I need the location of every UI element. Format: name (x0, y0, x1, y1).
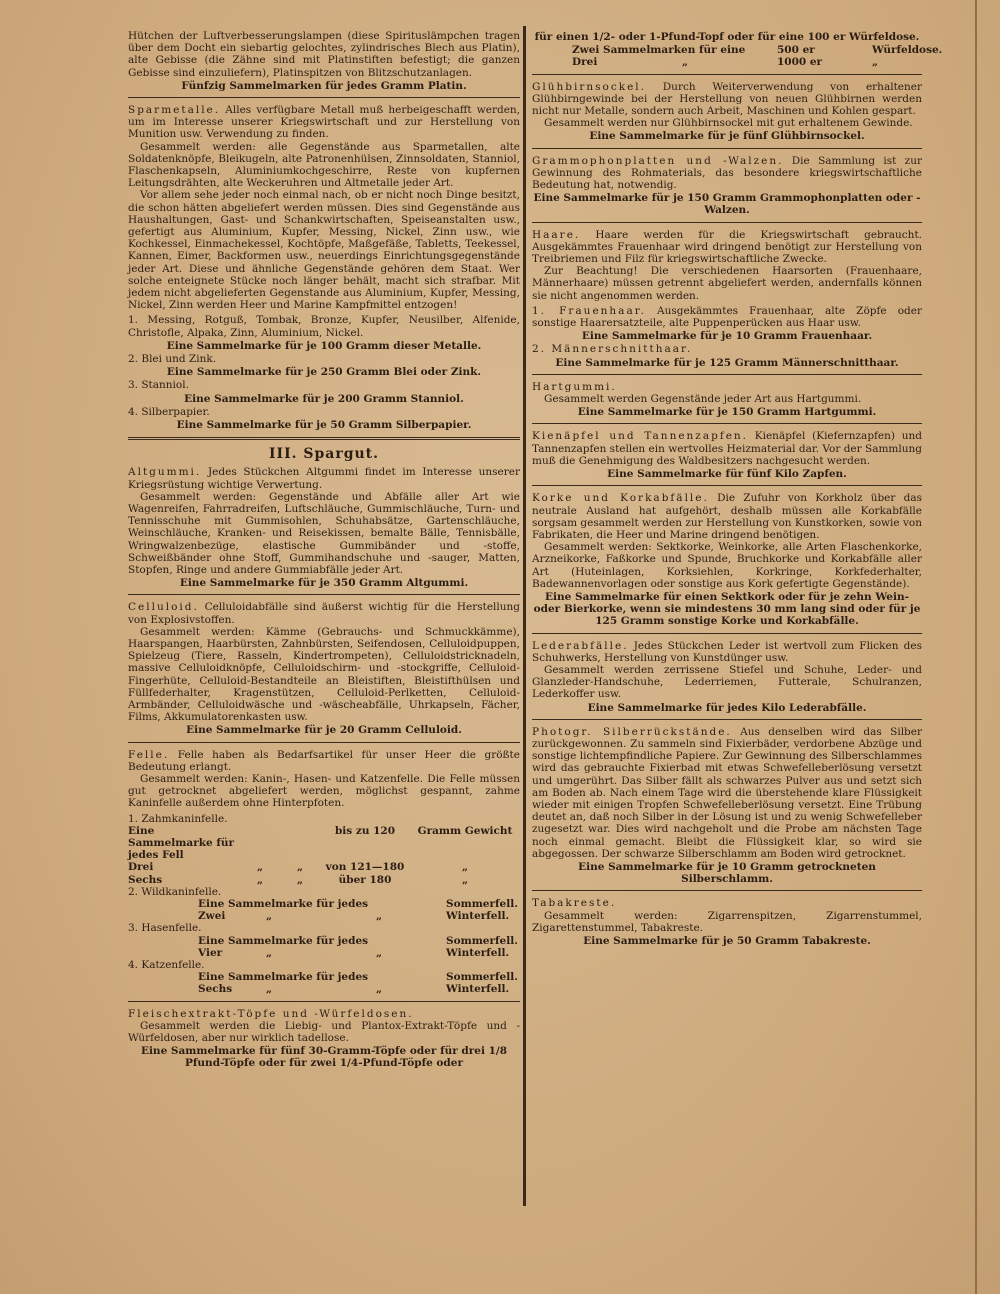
rule (128, 1001, 520, 1002)
rule (128, 97, 520, 98)
fleisch-row (572, 56, 922, 68)
hartgummi-mark: Eine Sammelmarke für je 150 Gramm Hartgummi. (577, 406, 877, 419)
cell: „ (296, 861, 304, 874)
grammophon-heading: Grammophonplatten und -Walzen. (532, 154, 784, 167)
gluehbirn-intro (532, 81, 922, 118)
cell: „ (376, 983, 383, 996)
tabak-heading: Tabakreste. (532, 897, 617, 910)
felle-row (128, 861, 520, 873)
cell: „ (256, 873, 264, 886)
altgummi-p2: Gesammelt werden: Gegenstände und Abfälle aller Art wie Wagenreifen, Fahrradreifen, Luftschläuche, Gummischläuche, Turn- und Tennisschuhe mit Gummisohlen, Schuhabsätze, Gartenschläuche, Weinschläuche, Kranken- und Reisekissen, bemalte Bälle, Tennisbälle, Wringwalzenbezüge, elastische Gummibänder und -stoffe, Schweißbänder ohne Stoff, Gummihandschuhe und -sauger, Matten, Stopfen, Ringe und andere Gummiabfälle jeder Art. (128, 490, 520, 576)
cell: Winterfell. (446, 983, 510, 996)
rule (532, 222, 922, 223)
rule (532, 423, 922, 424)
haare-item-2: 2. Männerschnitthaar. (532, 343, 693, 356)
cell: Gramm Gewicht (417, 824, 513, 837)
felle-row (198, 947, 520, 959)
felle-item-1: 1. Zahmkaninfelle. (128, 812, 228, 825)
kienaepfel-heading: Kienäpfel und Tannenzapfen. (532, 430, 749, 443)
section-heading: III. Spargut. (268, 446, 380, 463)
cell: „ (296, 873, 304, 886)
felle-row (198, 983, 520, 995)
felle-heading: Felle. (128, 748, 170, 761)
rule (128, 742, 520, 743)
cell: „ (266, 983, 273, 996)
leder-heading: Lederabfälle. (532, 639, 629, 652)
cell: Eine Sammelmarke für jedes Fell (128, 824, 235, 862)
sparmetalle-mark-4: Eine Sammelmarke für je 50 Gramm Silberpapier. (176, 419, 472, 432)
sparmetalle-mark-1: Eine Sammelmarke für je 100 Gramm dieser Metalle. (166, 339, 482, 352)
celluloid-intro (128, 601, 520, 625)
hartgummi-heading: Hartgummi. (532, 380, 617, 393)
sparmetalle-item-4: 4. Silberpapier. (128, 405, 210, 418)
felle-intro (128, 749, 520, 773)
leder-p1: Jedes Stückchen Leder ist wertvoll zum Flicken des Schuhwerks, Herstellung von Kunstdünger usw. (532, 639, 922, 664)
leder-p2: Gesammelt werden zerrissene Stiefel und Schuhe, Leder- und Glanzleder-Handschuhe, Lederriemen, Futterale, Schulranzen, Lederkoffer usw. (532, 663, 922, 701)
cell: „ (266, 910, 273, 923)
rule (532, 148, 922, 149)
felle-p2: Gesammelt werden: Kanin-, Hasen- und Katzenfelle. Die Felle müssen gut getrocknet abgeliefert werden, möglichst gespannt, zahme Kaninfelle außerdem ohne Hinterpfoten. (128, 772, 520, 810)
cell: „ (376, 910, 383, 923)
kienaepfel-intro (532, 430, 922, 467)
platin-text: Hütchen der Luftverbesserungslampen (diese Spirituslämpchen tragen über dem Docht ein siebartig gelochtes, zylindrisches Blech aus Platin), alte Gebisse (die Zähne sind mit Platinstiften befestigt; die ganzen Gebisse sind einzuliefern), Platinspitzen von Blitzschutzanlagen. (128, 30, 520, 79)
felle-row (128, 874, 520, 886)
sparmetalle-item-3: 3. Stanniol. (128, 379, 189, 392)
cell: über 180 (338, 873, 392, 886)
cell: Drei (128, 861, 154, 874)
section-rule (128, 437, 520, 440)
korke-p1: Die Zufuhr von Korkholz über das neutrale Ausland hat aufgehört, deshalb müssen alle Korkabfälle sorgsam gesammelt werden zur Herstellung von Kunstkorken, sowie von Fabrikaten, die Heer und Marine dringend benötigen. (532, 492, 923, 541)
cell: Sechs (198, 983, 233, 996)
felle-row (198, 971, 520, 983)
rule (532, 74, 922, 75)
fleisch-heading: Fleischextrakt-Töpfe und -Würfeldosen. (128, 1007, 414, 1020)
cell (376, 971, 446, 983)
cell: Winterfell. (446, 946, 510, 959)
grammophon-mark: Eine Sammelmarke für je 150 Gramm Grammophonplatten oder -Walzen. (533, 192, 921, 217)
haare-heading: Haare. (532, 228, 581, 241)
cell: 500 er (777, 44, 815, 57)
korke-mark: Eine Sammelmarke für einen Sektkork oder für je zehn Wein- oder Bierkorke, wenn sie mindestens 30 mm lang sind oder für je 125 Gramm sonstige Korke und Korkabfälle. (533, 590, 921, 628)
haare-item-1-label: 1. Frauenhaar. (532, 304, 646, 317)
cell: von 121—180 (325, 861, 405, 874)
felle-row (198, 935, 520, 947)
fleisch-p1: Gesammelt werden die Liebig- und Plantox-Extrakt-Töpfe und -Würfeldosen, aber nur wirklich tadellose. (128, 1019, 520, 1045)
fleisch-mark: Eine Sammelmarke für fünf 30-Gramm-Töpfe oder für drei 1/8 Pfund-Töpfe oder für zwei 1/4-Pfund-Töpfe oder (140, 1045, 508, 1070)
cell: Eine Sammelmarke für jedes (198, 898, 369, 910)
sparmetalle-p3: Vor allem sehe jeder noch einmal nach, ob er nicht noch Dinge besitzt, die schon hätten abgeliefert werden müssen. Dies sind Gegenstände aus Haushaltungen, Gast- und Schankwirtschaften, Speiseanstalten usw., gefertigt aus Aluminium, Kupfer, Messing, Nickel, Zinn usw., wie Kochkessel, Einmachekessel, Kochtöpfe, Maßgefäße, Tabletts, Teekessel, Kannen, Eimer, Backformen usw., neuerdings Einrichtungsgegenstände jeder Art. Diese und ähnliche Gegenstände gehören dem Staat. Wer solche enteignete Stücke noch länger behält, macht sich strafbar. Mit jedem nicht abgelieferten Gegenstande aus Aluminium, Kupfer, Messing, Nickel, Zinn werden Heer und Marine Kampfmittel entzogen! (128, 189, 520, 312)
sparmetalle-p1: Alles verfügbare Metall muß herbeigeschafft werden, um im Interesse unserer Kriegswirtschaft und zur Herstellung von Munition usw. Verwendung zu finden. (128, 104, 521, 141)
left-column (128, 30, 520, 1071)
page-edge (975, 0, 977, 1294)
sparmetalle-mark-3: Eine Sammelmarke für je 200 Gramm Stanniol. (184, 392, 464, 405)
cell: Zwei (198, 910, 226, 923)
fleisch-mark-cont: für einen 1/2- oder 1-Pfund-Topf oder für eine 100 er Würfeldose. (534, 31, 920, 43)
korke-heading: Korke und Korkabfälle. (532, 492, 709, 505)
photogr-heading: Photogr. Silberrückstände. (532, 725, 732, 738)
leder-mark: Eine Sammelmarke für jedes Kilo Lederabfälle. (587, 701, 867, 714)
cell: Winterfell. (446, 910, 510, 923)
cell: Sechs (128, 873, 163, 886)
rule (532, 485, 922, 486)
celluloid-p1: Celluloidabfälle sind äußerst wichtig für die Herstellung von Explosivstoffen. (128, 601, 520, 626)
cell (240, 825, 280, 862)
altgummi-heading: Altgummi. (128, 466, 202, 479)
fleisch-row (572, 44, 943, 57)
cell: Eine Sammelmarke für jedes (198, 971, 369, 984)
celluloid-p2: Gesammelt werden: Kämme (Gebrauchs- und Schmuckkämme), Haarspangen, Haarbürsten, Zahnbürsten, Seifendosen, Celluloidpuppen, Spielzeug (Tiere, Rasseln, Kindertrompeten), Celluloidstricknadeln, massive Celluloidknöpfe, Celluloidschirm- und -stockgriffe, Celluloid-Fingerhüte, Celluloid-Bestandteile an Bleistiften, Bleistifthülsen und Füllfederhalter, Kragenstützen, Celluloid-Perlketten, Celluloid-Armbänder, Celluloidwäsche und -wäscheabfälle, Uhrkapseln, Fächer, Films, Akkumulatorenkasten usw. (128, 625, 520, 724)
gluehbirn-p2: Gesammelt werden nur Glühbirnsockel mit gut erhaltenem Gewinde. (544, 117, 913, 130)
gluehbirn-heading: Glühbirnsockel. (532, 80, 646, 93)
cell: Eine Sammelmarke für jedes (198, 934, 369, 947)
cell (376, 935, 446, 947)
grammophon-intro (532, 155, 922, 192)
cell (376, 898, 446, 910)
cell: Sommerfell. (446, 971, 518, 984)
cell: Würfeldose. (872, 44, 943, 57)
sparmetalle-item-1: 1. Messing, Rotguß, Tombak, Bronze, Kupfer, Neusilber, Alfenide, Christofle, Alpaka, Zinn, Aluminium, Nickel. (128, 314, 520, 339)
altgummi-p1: Jedes Stückchen Altgummi findet im Interesse unserer Kriegsrüstung wichtige Verwertung. (128, 466, 520, 491)
hartgummi-p1: Gesammelt werden Gegenstände jeder Art aus Hartgummi. (544, 393, 862, 406)
haare-mark-2: Eine Sammelmarke für je 125 Gramm Männerschnitthaar. (555, 356, 899, 369)
rule (532, 890, 922, 891)
sparmetalle-mark-2: Eine Sammelmarke für je 250 Gramm Blei oder Zink. (166, 366, 482, 379)
altgummi-intro (128, 466, 520, 490)
column-divider (523, 26, 526, 1206)
cell: Vier (198, 946, 223, 959)
photogr-p1: Aus denselben wird das Silber zurückgewonnen. Zu sammeln sind Fixierbäder, verdorbene Abzüge und sonstige lichtempfindliche Papiere. Zur Gewinnung des Silberschlammes wird das gebrauchte Fixierbad mit etwas Schwefelleberlösung versetzt und umgerührt. Das Silber fällt als schwarzes Pulver aus und setzt sich am Boden ab. Nach einem Tage wird die überstehende klare Flüssigkeit wieder mit einigen Tropfen Schwefelleberlösung versetzt. Eine Trübung deutet an, daß noch Silber in der Lösung ist und zu wenig Schwefelleber zugesetzt war. Dies wird nachgeholt und die Probe am nächsten Tage noch einmal gemacht. Bleibt die Flüssigkeit klar, so wird sie abgegossen. Der schwarze Silberschlamm am Boden wird getrocknet. (532, 725, 923, 860)
korke-p2: Gesammelt werden: Sektkorke, Weinkorke, alle Arten Flaschenkorke, Arzneikorke, Faßkorke und Spunde, Bruchkorke und Korkabfälle aller Art (Huteinlagen, Korksiehlen, Korkringe, Korkfederhalter, Badewannenvorlagen oder sonstige aus Kork gefertigte Gegenstände). (532, 541, 922, 590)
rule (532, 633, 922, 634)
tabak-mark: Eine Sammelmarke für je 50 Gramm Tabakreste. (583, 935, 871, 947)
grammophon-p1: Die Sammlung ist zur Gewinnung des Rohmaterials, das besondere kriegswirtschaftliche Bedeutung hat, notwendig. (532, 154, 922, 192)
cell: „ (266, 946, 273, 959)
felle-row (198, 898, 520, 910)
gluehbirn-p1: Durch Weiterverwendung von erhaltener Glühbirngewinde bei der Herstellung von neuen Glühbirnen werden nicht nur Metalle, sondern auch Arbeit, Maschinen und Kohlen gespart. (532, 80, 922, 118)
cell: bis zu 120 (334, 824, 396, 837)
korke-intro (532, 492, 922, 541)
sparmetalle-heading: Sparmetalle. (128, 104, 221, 117)
photogr-mark: Eine Sammelmarke für je 10 Gramm getrockneten Silberschlamm. (578, 860, 876, 886)
cell: Zwei Sammelmarken für eine (572, 44, 746, 57)
felle-row (128, 825, 520, 862)
gluehbirn-mark: Eine Sammelmarke für je fünf Glühbirnsockel. (589, 130, 865, 143)
haare-item-1-text: Ausgekämmtes Frauenhaar, alte Zöpfe oder sonstige Haarersatzteile, alte Puppenperücken aus Haar usw. (532, 304, 922, 330)
felle-item-3: 3. Hasenfelle. (128, 922, 202, 935)
celluloid-mark: Eine Sammelmarke für je 20 Gramm Celluloid. (186, 724, 462, 737)
cell: Sommerfell. (446, 898, 518, 910)
tabak-p1: Gesammelt werden: Zigarrenspitzen, Zigarrenstummel, Zigarettenstummel, Tabakreste. (532, 909, 922, 934)
sparmetalle-p2: Gesammelt werden: alle Gegenstände aus Sparmetallen, alte Soldatenknöpfe, Bleikugeln, alte Patronenhülsen, Zinnsoldaten, Stanniol, Flaschenkapseln, Aluminiumkochgeschirre, Reste von kupfernen Leitungsdrähten, alte Weckeruhren und Altmetalle jeder Art. (128, 140, 520, 190)
kienaepfel-mark: Eine Sammelmarke für fünf Kilo Zapfen. (607, 468, 847, 481)
felle-item-4: 4. Katzenfelle. (128, 959, 205, 972)
rule (532, 719, 922, 720)
leder-intro (532, 640, 922, 664)
cell: „ (256, 861, 264, 874)
haare-mark-1: Eine Sammelmarke für je 10 Gramm Frauenhaar. (581, 330, 873, 343)
photogr-intro (532, 726, 922, 860)
cell: „ (461, 873, 469, 886)
altgummi-mark: Eine Sammelmarke für je 350 Gramm Altgummi. (179, 577, 469, 590)
sparmetalle-item-2: 2. Blei und Zink. (128, 353, 217, 366)
felle-p1: Felle haben als Bedarfsartikel für unser Heer die größte Bedeutung erlangt. (128, 748, 520, 773)
haare-item-1 (532, 305, 922, 329)
felle-item-2: 2. Wildkaninfelle. (128, 885, 222, 898)
haare-p2: Zur Beachtung! Die verschiedenen Haarsorten (Frauenhaare, Männerhaare) müssen getrennt abgeliefert werden, andernfalls können sie nicht angenommen werden. (532, 265, 922, 302)
haare-intro (532, 229, 922, 266)
celluloid-heading: Celluloid. (128, 601, 199, 614)
cell: „ (872, 56, 879, 69)
cell: „ (461, 861, 469, 874)
cell: 1000 er (777, 56, 823, 69)
cell: „ (376, 946, 383, 959)
cell: „ (682, 56, 689, 69)
cell: Drei (572, 56, 598, 69)
felle-row (198, 910, 520, 922)
cell: Sommerfell. (446, 934, 518, 947)
sparmetalle-intro (128, 104, 520, 141)
kienaepfel-p1: Kienäpfel (Kiefernzapfen) und Tannenzapfen stellen ein wertvolles Heizmaterial dar. Vor der Sammlung muß die Genehmigung des Waldbesitzers nachgesucht werden. (532, 430, 922, 467)
haare-p1: Haare werden für die Kriegswirtschaft gebraucht. Ausgekämmtes Frauenhaar wird dringend benötigt zur Herstellung von Treibriemen und Filz für kriegswirtschaftliche Zwecke. (532, 228, 922, 266)
right-column (532, 30, 943, 948)
platin-mark: Fünfzig Sammelmarken für jedes Gramm Platin. (181, 79, 467, 92)
cell (280, 825, 320, 862)
rule (532, 374, 922, 375)
rule (128, 594, 520, 595)
